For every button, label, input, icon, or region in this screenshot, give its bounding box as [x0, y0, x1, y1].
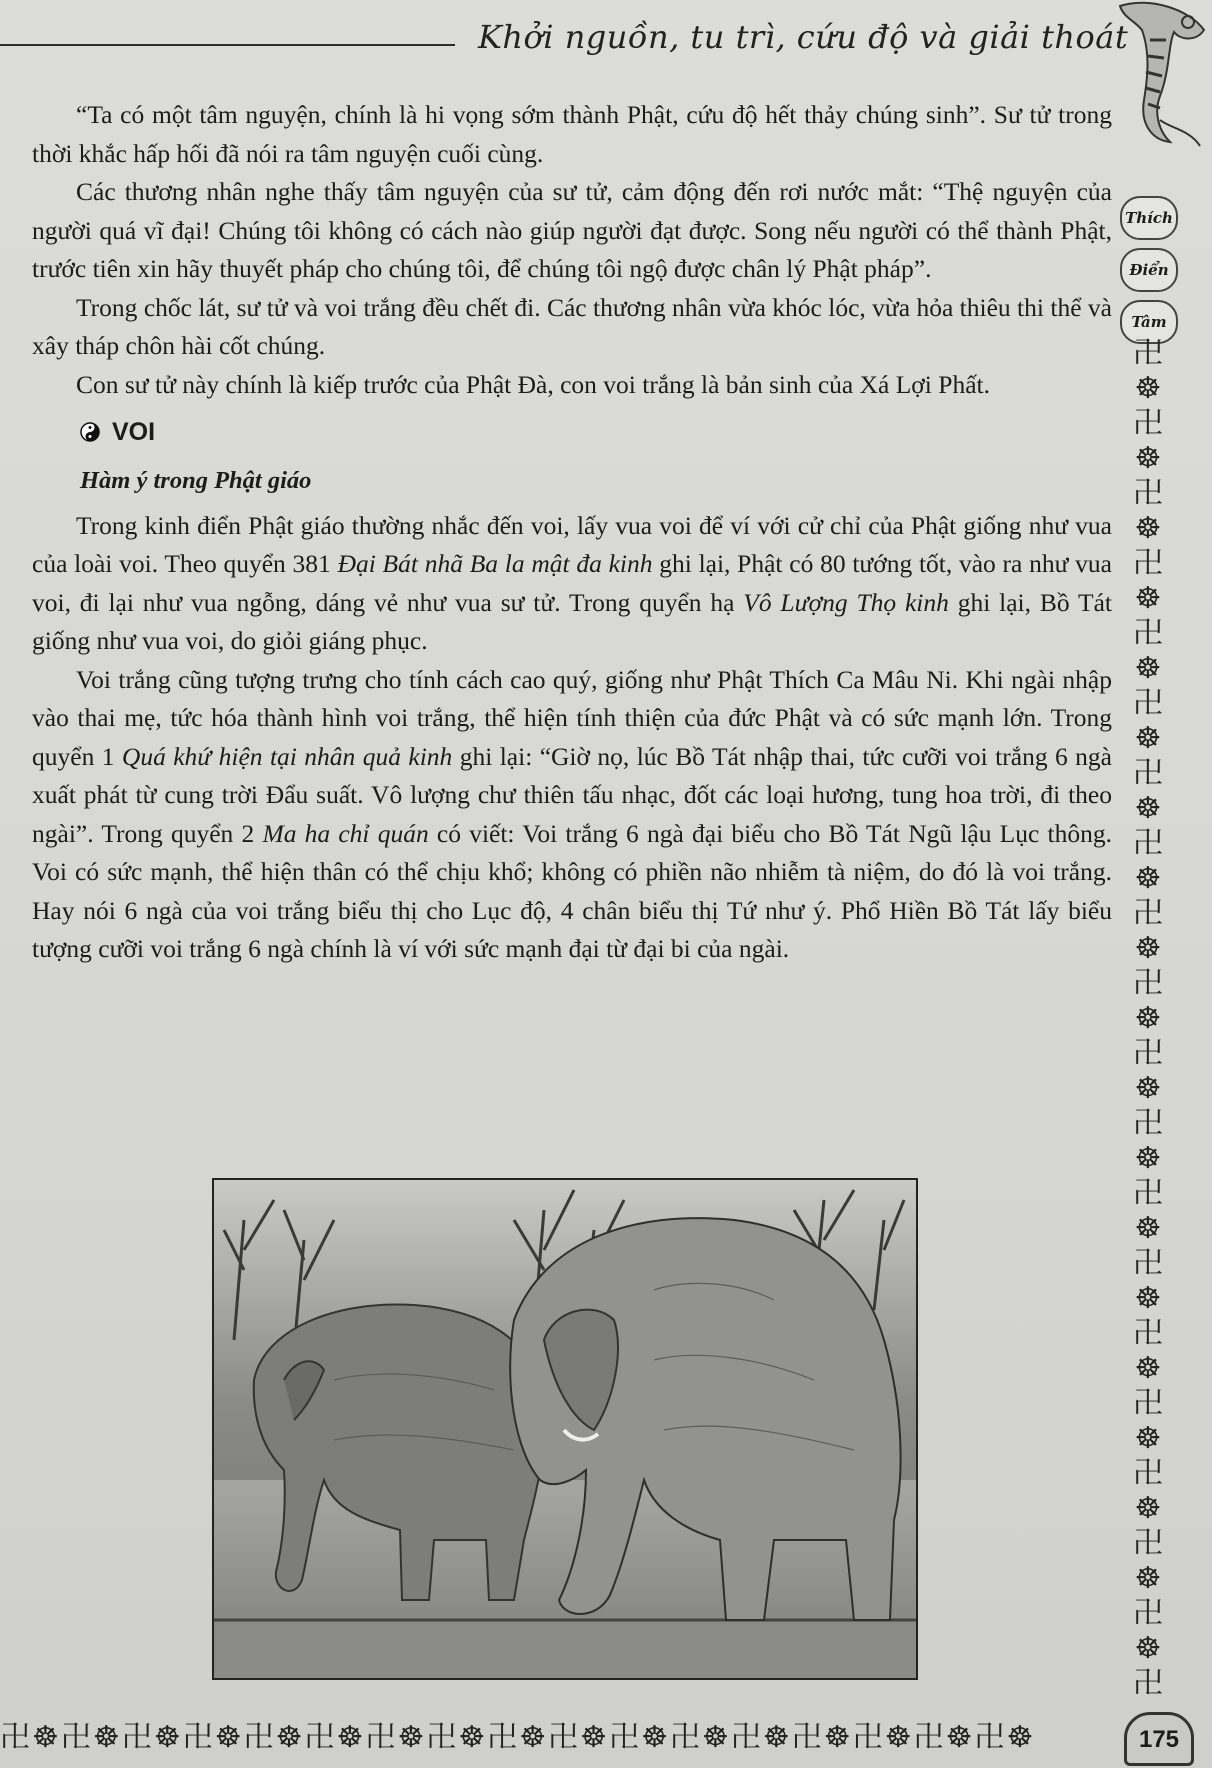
- swastika-icon: 卍: [1133, 1666, 1163, 1701]
- swastika-icon: 卍: [1133, 1176, 1163, 1211]
- swastika-icon: 卍: [1133, 756, 1163, 791]
- swastika-icon: 卍: [1133, 1036, 1163, 1071]
- dharma-wheel-icon: ☸: [884, 1720, 914, 1755]
- bottom-ornament-border: [0, 1718, 1110, 1758]
- text-run: ghi lại: “Giờ nọ, lúc Bồ Tát nhập thai, tức cưỡi voi trắng 6 ngà xuất phát từ cung trời Đẩu suất. Vô lượng chư thiên tấu nhạc, đốt các loại hương, tung hoa trời, đi theo ngài”. Trong quyển 2: [32, 741, 1112, 848]
- swastika-icon: 卍: [1133, 546, 1163, 581]
- dharma-wheel-icon: ☸: [701, 1720, 731, 1755]
- side-tab-label: Điển: [1120, 248, 1178, 292]
- scroll-ornament-icon: [1100, 0, 1212, 160]
- dharma-wheel-icon: ☸: [1134, 511, 1162, 546]
- dharma-wheel-icon: ☸: [1134, 931, 1162, 966]
- swastika-icon: 卍: [487, 1720, 520, 1755]
- swastika-icon: 卍: [1133, 966, 1163, 1001]
- swastika-icon: 卍: [1133, 406, 1163, 441]
- dharma-wheel-icon: ☸: [32, 1720, 61, 1755]
- section-title: VOI: [112, 417, 156, 446]
- swastika-icon: 卍: [791, 1720, 824, 1755]
- swastika-icon: 卍: [669, 1720, 702, 1755]
- side-tab-label: Tâm: [1120, 300, 1178, 344]
- dharma-wheel-icon: ☸: [519, 1720, 549, 1755]
- dharma-wheel-icon: ☸: [275, 1720, 305, 1755]
- swastika-icon: 卍: [0, 1720, 32, 1755]
- swastika-icon: 卍: [913, 1720, 946, 1755]
- book-title: Quá khứ hiện tại nhân quả kinh: [121, 741, 453, 771]
- swastika-icon: 卍: [1133, 1386, 1163, 1421]
- dharma-wheel-icon: ☸: [397, 1720, 427, 1755]
- side-ornament-border: [1126, 336, 1170, 1716]
- dharma-wheel-icon: ☸: [458, 1720, 488, 1755]
- dharma-wheel-icon: ☸: [1134, 1421, 1162, 1456]
- dharma-wheel-icon: ☸: [1134, 861, 1162, 896]
- swastika-icon: 卍: [1133, 616, 1163, 651]
- dharma-wheel-icon: ☸: [92, 1720, 122, 1755]
- section-heading: [32, 408, 1112, 456]
- paragraph: Trong chốc lát, sư tử và voi trắng đều chết đi. Các thương nhân vừa khóc lóc, vừa hỏa thiêu thi thể và xây tháp chôn hài cốt chúng.: [32, 292, 1112, 360]
- text-run: có viết: Voi trắng 6 ngà đại biểu cho Bồ Tát Ngũ lậu Lục thông. Voi có sức mạnh, thể hiện thân có thể chịu khổ; không có phiền não nhiễm tà niệm, do đó là voi trắng. Hay nói 6 ngà của voi trắng biểu thị cho Lục độ, 4 chân biểu thị Tứ như ý. Phổ Hiền Bồ Tát lấy biểu tượng cưỡi voi trắng 6 ngà chính là ví với sức mạnh đại từ đại bi của ngài.: [32, 818, 1112, 963]
- swastika-icon: 卍: [1133, 1526, 1163, 1561]
- dharma-wheel-icon: ☸: [945, 1720, 975, 1755]
- text-run: ghi lại, Bồ Tát giống như vua voi, do giỏi giáng phục.: [32, 587, 1112, 655]
- dharma-wheel-icon: ☸: [336, 1720, 366, 1755]
- book-title: Vô Lượng Thọ kinh: [743, 587, 949, 617]
- swastika-icon: 卍: [182, 1720, 215, 1755]
- swastika-icon: 卍: [1133, 1106, 1163, 1141]
- side-tab-labels: [1120, 196, 1178, 344]
- swastika-icon: 卍: [1133, 826, 1163, 861]
- dharma-wheel-icon: ☸: [1134, 791, 1162, 826]
- text-run: Trong kinh điển Phật giáo thường nhắc đến voi, lấy vua voi để ví với cử chỉ của Phật giống như vua của loài voi. Theo quyển 381: [32, 510, 1112, 578]
- elephants-illustration: [214, 1180, 916, 1678]
- swastika-icon: 卍: [974, 1720, 1007, 1755]
- swastika-icon: 卍: [1133, 686, 1163, 721]
- dharma-wheel-icon: ☸: [1134, 1491, 1162, 1526]
- running-header-title: Khởi nguồn, tu trì, cứu độ và giải thoát: [478, 18, 1129, 56]
- subheading: Hàm ý trong Phật giáo: [80, 467, 312, 494]
- dharma-wheel-icon: ☸: [214, 1720, 244, 1755]
- body-text: [32, 96, 1112, 969]
- dharma-wheel-icon: ☸: [1134, 1211, 1162, 1246]
- dharma-wheel-icon: ☸: [1134, 651, 1162, 686]
- swastika-icon: 卍: [60, 1720, 93, 1755]
- dharma-wheel-icon: ☸: [1134, 1071, 1162, 1106]
- dharma-wheel-icon: ☸: [1134, 1561, 1162, 1596]
- dharma-wheel-icon: ☸: [1134, 581, 1162, 616]
- dharma-wheel-icon: ☸: [762, 1720, 792, 1755]
- swastika-icon: 卍: [609, 1720, 642, 1755]
- dharma-wheel-icon: ☸: [153, 1720, 183, 1755]
- page-number: 175: [1124, 1712, 1194, 1766]
- paragraph: Các thương nhân nghe thấy tâm nguyện của sư tử, cảm động đến rơi nước mắt: “Thệ nguyện của người quá vĩ đại! Chúng tôi không có cách nào giúp người đạt được. Song nếu người có thể thành Phật, trước tiên xin hãy thuyết pháp cho chúng tôi, để chúng tôi ngộ được chân lý Phật pháp”.: [32, 177, 1112, 283]
- paragraph: [32, 661, 1112, 969]
- book-title: Ma ha chỉ quán: [262, 818, 429, 848]
- text-run: Voi trắng cũng tượng trưng cho tính cách cao quý, giống như Phật Thích Ca Mâu Ni. Khi ngài nhập vào thai mẹ, tức hóa thành hình voi trắng, thể hiện tính thiện của đức Phật và có sức mạnh lớn. Trong quyển 1: [32, 664, 1112, 771]
- header-rule: [0, 44, 455, 46]
- swastika-icon: 卍: [243, 1720, 276, 1755]
- swastika-icon: 卍: [1133, 1456, 1163, 1491]
- swastika-icon: 卍: [730, 1720, 763, 1755]
- paragraph: “Ta có một tâm nguyện, chính là hi vọng sớm thành Phật, cứu độ hết thảy chúng sinh”. Sư tử trong thời khắc hấp hối đã nói ra tâm nguyện cuối cùng.: [32, 100, 1112, 168]
- dharma-wheel-icon: ☸: [1134, 1141, 1162, 1176]
- dharma-wheel-icon: ☸: [1134, 1001, 1162, 1036]
- swastika-icon: 卍: [1133, 336, 1163, 371]
- paragraph: Con sư tử này chính là kiếp trước của Phật Đà, con voi trắng là bản sinh của Xá Lợi Phất.: [76, 369, 990, 399]
- swastika-icon: 卍: [365, 1720, 398, 1755]
- dharma-wheel-icon: ☸: [580, 1720, 610, 1755]
- dharma-wheel-icon: ☸: [641, 1720, 670, 1755]
- swastika-icon: 卍: [1133, 896, 1163, 931]
- yin-yang-icon: [80, 422, 100, 442]
- elephants-photo: [212, 1178, 918, 1680]
- swastika-icon: 卍: [852, 1720, 885, 1755]
- dharma-wheel-icon: ☸: [823, 1720, 853, 1755]
- dharma-wheel-icon: ☸: [1006, 1720, 1036, 1755]
- swastika-icon: 卍: [121, 1720, 154, 1755]
- swastika-icon: 卍: [1133, 1316, 1163, 1351]
- swastika-icon: 卍: [1133, 1246, 1163, 1281]
- dharma-wheel-icon: ☸: [1134, 1351, 1162, 1386]
- book-title: Đại Bát nhã Ba la mật đa kinh: [337, 549, 653, 578]
- dharma-wheel-icon: ☸: [1134, 371, 1162, 406]
- swastika-icon: 卍: [1133, 476, 1163, 511]
- side-tab-label: Thích: [1120, 196, 1178, 240]
- paragraph: [32, 507, 1112, 661]
- dharma-wheel-icon: ☸: [1134, 1631, 1162, 1666]
- swastika-icon: 卍: [548, 1720, 581, 1755]
- swastika-icon: 卍: [1133, 1596, 1163, 1631]
- swastika-icon: 卍: [426, 1720, 459, 1755]
- dharma-wheel-icon: ☸: [1134, 441, 1162, 476]
- dharma-wheel-icon: ☸: [1134, 1281, 1162, 1316]
- dharma-wheel-icon: ☸: [1134, 721, 1162, 756]
- swastika-icon: 卍: [304, 1720, 337, 1755]
- text-run: ghi lại, Phật có 80 tướng tốt, vào ra như vua voi, đi lại như vua ngỗng, dáng vẻ như vua sư tử. Trong quyển hạ: [32, 549, 1112, 617]
